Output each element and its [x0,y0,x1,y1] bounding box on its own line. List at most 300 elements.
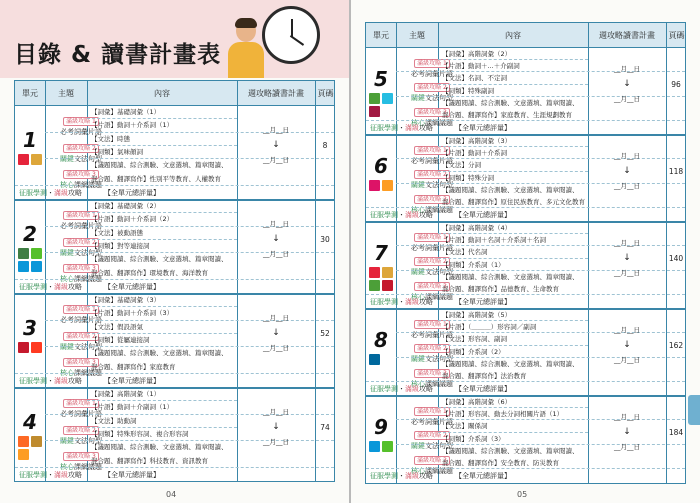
content-line: 混合題、翻譯寫作】科技教育、資訊教育 [91,456,208,465]
content-line: 【文法】假設語氣 [91,322,143,331]
attack-title-highlight: 關鍵 [411,355,425,364]
content-line: 【文法】關係詞 [442,422,488,431]
attack-title-highlight: 核心 [411,466,425,475]
sdg-icon [18,449,29,460]
plan-arrow: ↓ [623,339,631,350]
row-divider [438,146,588,148]
attack-badge: 滿級攻略 3 [63,264,99,273]
attack-badge: 滿級攻略 1 [414,320,450,329]
unit-number: 5 [374,67,388,92]
content-line: 【議題閱讀、綜合測驗、文意選填、篇章閱讀、 [442,446,579,455]
attack-title-post: 文法句型 [74,154,102,163]
review-label-b: 滿級 [405,298,419,306]
review-label-d: 【全單元總評量】 [455,472,511,480]
content-line: 【議題閱讀、綜合測驗、文意選填、篇章閱讀、 [91,349,228,358]
attack-title-post: 文法句型 [74,436,102,445]
review-label-c: 攻略 [419,124,433,132]
attack-title-highlight: 核心 [60,463,74,472]
header-content: 內容 [505,30,521,40]
plan-arrow: ↓ [272,328,280,338]
review-row [19,376,160,386]
attack-badge: 滿級攻略 2 [414,257,450,266]
attack-badge: 滿級攻略 2 [63,238,99,247]
review-label-b: 滿級 [54,377,68,385]
review-label-d: 【全單元總評量】 [455,298,511,306]
content-line: 混合題、翻譯寫作】家庭教育、生涯規劃教育 [442,110,572,119]
plan-date-start: __月__日 [614,151,640,160]
sdg-icon [369,106,380,117]
review-label-c: 攻略 [68,377,82,385]
sdg-icon [369,441,380,452]
attack-title-post: 詞彙片語 [74,128,102,136]
sdg-icon [31,248,42,259]
review-label-d: 【全單元總評量】 [104,377,160,385]
review-label-c: 攻略 [419,385,433,393]
content-line: 【文法】時態 [91,134,130,143]
attack-badge: 滿級攻略 3 [63,170,99,179]
plan-arrow: ↓ [623,426,631,437]
attack-title-post: 詞彙片語 [425,331,453,339]
header-topic: 主題 [409,30,425,40]
plan-date-start: __月__日 [263,220,289,228]
unit-number: 8 [374,328,388,353]
header-page: 頁碼 [668,30,685,40]
row-divider [438,233,588,235]
attack-badge: 滿級攻略 3 [414,369,450,378]
row-divider [438,345,588,347]
attack-title-highlight: 關鍵 [60,436,74,445]
attack-title-post: 課綱議題 [425,466,453,475]
review-label-c: 攻略 [419,472,433,480]
page-title: 目錄 & 讀書計畫表 [14,42,222,68]
plan-date-start: __月__日 [614,412,640,421]
attack-badge: 滿級攻略 1 [63,399,99,408]
sdg-icon [382,441,393,452]
attack-title-highlight: 核心 [411,118,425,127]
unit-number: 4 [23,409,37,434]
header-topic: 主題 [58,88,74,98]
row-divider [87,212,237,214]
attack-title-highlight: 關鍵 [411,442,425,451]
content-line: 【詞彙】高階詞彙（6） [442,398,512,406]
header-plan: 週攻略讀書計畫 [599,30,655,40]
review-label-b: 滿級 [54,471,68,479]
attack-title-post: 詞彙片語 [425,157,453,165]
content-line: 【詞類】從屬連接詞 [91,336,150,344]
unit-page-number: 74 [320,423,330,432]
row-divider [438,320,588,322]
plan-date-end: __月__日 [614,355,640,364]
attack-badge: 滿級攻略 1 [63,211,99,220]
attack-title-highlight: 核心 [60,275,74,284]
attack-title-pre: 必考 [411,331,425,339]
unit-page-number: 8 [322,141,328,150]
review-label-b: 滿級 [405,472,419,480]
review-label-b: 滿級 [405,124,419,132]
content-line: 【文法】助動詞 [91,416,137,425]
attack-title-pre: 必考 [411,418,425,426]
attack-badge: 滿級攻略 3 [414,282,450,291]
attack-title-highlight: 核心 [60,369,74,378]
attack-title-pre: 必考 [60,410,74,418]
attack-title-pre: 必考 [411,244,425,252]
attack-badge: 滿級攻略 2 [63,332,99,341]
unit-divider [15,293,334,295]
plan-date-end: __月__日 [263,156,289,164]
content-line: 【片語】動詞＋介系詞（2） [91,215,174,224]
attack-badge: 滿級攻略 2 [414,170,450,179]
attack-title-post: 詞彙片語 [425,418,453,426]
header-content: 內容 [154,88,170,98]
attack-title-post: 課綱議題 [74,181,102,190]
content-line: 混合題、翻譯寫作】法治教育 [442,371,527,380]
review-sep: ・ [398,124,405,132]
content-line: 【議題閱讀、綜合測驗、文意選填、篇章閱讀、 [442,98,579,107]
plan-arrow: ↓ [272,234,280,244]
sdg-icon [31,342,42,353]
review-sep: ・ [398,298,405,306]
unit-divider [366,395,685,397]
review-row [19,282,160,292]
attack-badge: 滿級攻略 2 [414,83,450,92]
attack-title-highlight: 關鍵 [60,248,74,257]
plan-arrow: ↓ [623,78,631,89]
plan-date-end: __月__日 [263,250,289,258]
sdg-icon [18,248,29,259]
plan-date-start: __月__日 [263,314,289,322]
right-page [351,0,700,503]
plan-arrow: ↓ [272,140,280,150]
review-label-d: 【全單元總評量】 [104,471,160,479]
unit-divider [15,387,334,389]
row-divider [438,407,588,409]
content-line: 【文法】被動語態 [91,228,143,237]
unit-divider [366,308,685,310]
attack-title-post: 課綱議題 [74,369,102,378]
plan-date-end: __月__日 [614,181,640,190]
content-line: 【片語】動詞＋名詞＋介系詞＋名詞 [442,236,546,245]
sdg-icon [382,280,393,291]
attack-badge: 滿級攻略 2 [414,344,450,353]
review-sep: ・ [47,189,54,197]
unit-number: 9 [374,415,388,440]
attack-title-highlight: 核心 [411,292,425,301]
content-line: 【文法】形容詞、副詞 [442,335,507,344]
row-divider [15,373,334,375]
unit-divider [366,221,685,223]
review-label-a: 征服學測 [19,189,47,197]
content-line: 【議題閱讀、綜合測驗、文意選填、篇章閱讀、 [91,255,228,264]
sdg-icon [18,436,29,447]
sdg-icon [18,342,29,353]
content-line: 混合題、翻譯寫作】品德教育、生命教育 [442,284,559,293]
review-label-b: 滿級 [405,211,419,219]
sdg-icon [369,267,380,278]
unit-page-number: 184 [668,427,684,437]
review-label-d: 【全單元總評量】 [104,189,160,197]
plan-date-start: __月__日 [614,238,640,247]
attack-title-highlight: 關鍵 [411,94,425,103]
attack-title-post: 文法句型 [74,248,102,257]
content-line: 【片語】動詞＋介副詞（1） [91,403,174,412]
sdg-icon [382,267,393,278]
sdg-icon [18,261,29,272]
unit-number: 1 [23,127,37,152]
attack-badge: 滿級攻略 3 [414,108,450,117]
content-line: 【文法】名詞、不定詞 [442,74,507,83]
content-line: 混合題、翻譯寫作】安全教育、防災教育 [442,458,559,467]
attack-title-pre: 必考 [60,222,74,230]
plan-table-right [365,22,686,484]
content-line: 【片語】動詞＋介系詞 [442,149,507,158]
review-row [370,123,511,133]
content-line: 【議題閱讀、綜合測驗、文意選填、篇章閱讀、 [91,161,228,170]
unit-page-number: 140 [668,253,684,263]
review-label-b: 滿級 [405,385,419,393]
plan-arrow: ↓ [272,422,280,432]
unit-divider [366,134,685,136]
review-label-b: 滿級 [54,283,68,291]
row-divider [87,306,237,308]
plan-date-start: __月__日 [614,64,640,73]
unit-number: 7 [374,241,388,266]
unit-page-number: 30 [320,235,330,244]
attack-badge: 滿級攻略 2 [414,431,450,440]
row-divider [87,427,237,429]
row-divider [438,258,588,260]
review-sep: ・ [47,377,54,385]
content-line: 【詞類】介系詞（3） [442,434,505,443]
attack-title-highlight: 核心 [60,181,74,190]
attack-badge: 滿級攻略 1 [63,117,99,126]
review-label-a: 征服學測 [19,283,47,291]
row-divider [366,120,685,122]
review-label-a: 征服學測 [370,211,398,219]
content-line: 【詞類】對等連接詞 [91,242,150,250]
review-label-b: 滿級 [54,189,68,197]
content-line: 【議題閱讀、綜合測驗、文意選填、篇章閱讀、 [442,359,579,368]
review-label-d: 【全單元總評量】 [455,124,511,132]
review-label-c: 攻略 [419,211,433,219]
review-label-c: 攻略 [68,283,82,291]
plan-date-end: __月__日 [614,442,640,451]
content-line: 【詞彙】高階詞彙（4） [442,224,512,232]
attack-title-post: 文法句型 [425,355,453,364]
sdg-icon [369,180,380,191]
attack-title-post: 文法句型 [74,342,102,351]
unit-page-number: 96 [671,79,681,89]
review-row [19,188,160,198]
review-sep: ・ [398,472,405,480]
attack-title-post: 文法句型 [425,442,453,451]
attack-badge: 滿級攻略 1 [414,59,450,68]
plan-date-start: __月__日 [614,325,640,334]
review-sep: ・ [398,211,405,219]
content-line: 【詞類】介系詞（2） [442,347,505,356]
review-label-c: 攻略 [68,471,82,479]
plan-date-end: __月__日 [614,94,640,103]
row-divider [438,432,588,434]
content-line: 【議題閱讀、綜合測驗、文意選填、篇章閱讀、 [442,272,579,281]
column-divider [45,81,46,481]
sdg-icon [369,93,380,104]
content-line: 【文法】代名詞 [442,248,488,257]
plan-date-start: __月__日 [263,408,289,416]
page-number: 04 [166,490,177,499]
content-line: 【詞彙】基礎詞彙（3） [91,296,161,304]
review-label-a: 征服學測 [370,472,398,480]
attack-badge: 滿級攻略 1 [414,146,450,155]
attack-badge: 滿級攻略 1 [414,233,450,242]
row-divider [366,468,685,470]
attack-title-post: 詞彙片語 [74,410,102,418]
unit-number: 3 [23,315,37,340]
unit-page-number: 162 [668,340,684,350]
row-divider [15,467,334,469]
content-line: 【詞彙】高階詞彙（1） [91,390,161,398]
row-divider [15,279,334,281]
review-label-a: 征服學測 [19,471,47,479]
student-illustration [226,20,266,78]
review-row [370,471,511,481]
attack-title-post: 課綱議題 [74,463,102,472]
row-divider [87,145,237,147]
content-line: 【議題閱讀、綜合測驗、文意選填、篇章閱讀、 [442,185,579,194]
row-divider [366,207,685,209]
header-page: 頁碼 [317,88,334,98]
sdg-icon [31,436,42,447]
content-line: 【詞彙】基礎詞彙（2） [91,202,161,210]
attack-title-post: 文法句型 [425,181,453,190]
row-divider [366,294,685,296]
review-sep: ・ [47,471,54,479]
review-label-a: 征服學測 [370,298,398,306]
page-number: 05 [517,490,528,499]
attack-title-post: 課綱議題 [425,292,453,301]
attack-badge: 滿級攻略 3 [63,452,99,461]
header-plan: 週攻略讀書計畫 [248,88,304,98]
content-line: 【片語】動詞＋介系詞（1） [91,121,174,130]
attack-title-post: 課綱議題 [425,205,453,214]
content-line: 混合題、翻譯寫作】原住民族教育、多元文化教育 [442,197,585,206]
left-page [0,0,349,503]
attack-title-pre: 必考 [60,316,74,324]
review-label-a: 征服學測 [19,377,47,385]
attack-title-pre: 必考 [411,157,425,165]
unit-page-number: 118 [668,166,684,176]
attack-title-post: 詞彙片語 [74,316,102,324]
row-divider [87,400,237,402]
sdg-icon [369,280,380,291]
review-label-d: 【全單元總評量】 [455,385,511,393]
plan-date-end: __月__日 [614,268,640,277]
attack-badge: 滿級攻略 2 [63,144,99,153]
plan-arrow: ↓ [623,252,631,263]
sdg-icon [369,354,380,365]
clock-icon [262,6,320,64]
review-label-d: 【全單元總評量】 [104,283,160,291]
unit-divider [15,199,334,201]
attack-title-post: 課綱議題 [425,379,453,388]
attack-badge: 滿級攻略 2 [63,426,99,435]
attack-title-highlight: 關鍵 [60,342,74,351]
attack-title-post: 詞彙片語 [425,70,453,78]
column-divider [588,23,589,483]
content-line: 【片語】（＿＿＿）形容詞／副詞 [442,323,537,332]
attack-title-highlight: 核心 [411,379,425,388]
unit-page-number: 52 [320,329,330,338]
row-divider [438,59,588,61]
content-line: 【詞類】特殊副詞 [442,86,494,95]
attack-title-highlight: 關鍵 [411,268,425,277]
attack-badge: 滿級攻略 1 [63,305,99,314]
review-row [19,470,160,480]
content-line: 【詞類】特殊分詞 [442,173,494,182]
row-divider [87,239,237,241]
column-divider [237,81,238,481]
header-unit: 單元 [22,88,38,98]
content-line: 混合題、翻譯寫作】性別平等教育、人權教育 [91,174,221,183]
attack-title-highlight: 核心 [411,205,425,214]
unit-number: 2 [23,221,37,246]
plan-table-left [14,80,335,482]
attack-badge: 滿級攻略 1 [414,407,450,416]
sdg-icon [31,261,42,272]
content-line: 【詞彙】基礎詞彙（1） [91,108,161,116]
sdg-icon [31,154,42,165]
sdg-icon [382,180,393,191]
attack-title-pre: 必考 [60,128,74,136]
content-line: 【議題閱讀、綜合測驗、文意選填、篇章閱讀、 [91,443,228,452]
review-label-c: 攻略 [68,189,82,197]
attack-title-post: 課綱議題 [74,275,102,284]
sdg-icon [18,154,29,165]
sdg-icon [382,93,393,104]
plan-date-end: __月__日 [263,344,289,352]
plan-arrow: ↓ [623,165,631,176]
row-divider [366,381,685,383]
attack-badge: 滿級攻略 3 [414,456,450,465]
attack-badge: 滿級攻略 3 [414,195,450,204]
content-line: 【片語】動詞＋...＋介副詞 [442,62,520,71]
row-divider [87,333,237,335]
review-sep: ・ [47,283,54,291]
attack-title-post: 詞彙片語 [425,244,453,252]
review-sep: ・ [398,385,405,393]
attack-badge: 滿級攻略 3 [63,358,99,367]
content-line: 【詞類】介系詞（1） [442,260,505,269]
row-divider [15,185,334,187]
plan-date-start: __月__日 [263,126,289,134]
review-label-d: 【全單元總評量】 [455,211,511,219]
review-row [370,297,511,307]
review-label-a: 征服學測 [370,124,398,132]
unit-number: 6 [374,154,388,179]
content-line: 【片語】形容詞、動去分詞相關片語（1） [442,410,564,419]
plan-date-end: __月__日 [263,438,289,446]
content-line: 【片語】動詞＋介系詞（3） [91,309,174,318]
review-row [370,210,511,220]
column-divider [396,23,397,483]
review-label-c: 攻略 [419,298,433,306]
row-divider [87,118,237,120]
side-tab [688,395,700,425]
attack-title-highlight: 關鍵 [60,154,74,163]
header-unit: 單元 [373,30,389,40]
attack-title-post: 文法句型 [425,94,453,103]
attack-title-post: 詞彙片語 [74,222,102,230]
content-line: 【詞類】特殊形容詞、複合形容詞 [91,430,189,438]
